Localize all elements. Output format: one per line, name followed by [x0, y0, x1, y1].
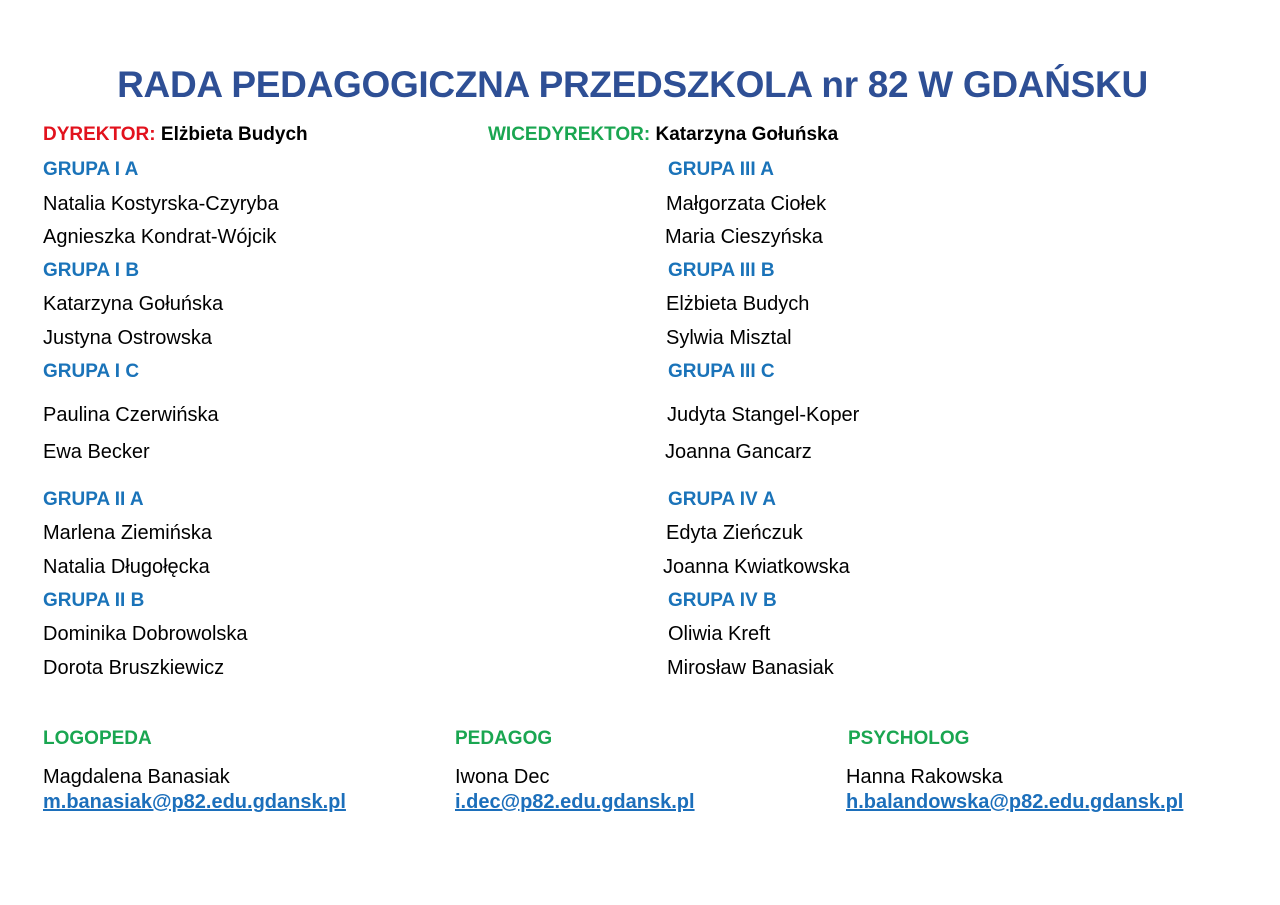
member-name: Ewa Becker — [43, 441, 150, 463]
vice-director-label: WICEDYREKTOR: — [488, 124, 651, 145]
vice-director-name: Katarzyna Gołuńska — [655, 124, 839, 145]
member-name: Paulina Czerwińska — [43, 404, 219, 426]
member-name: Maria Cieszyńska — [665, 226, 823, 248]
member-name: Judyta Stangel-Koper — [667, 404, 860, 426]
member-name: Dominika Dobrowolska — [43, 623, 248, 645]
member-name: Sylwia Misztal — [666, 327, 792, 349]
member-name: Agnieszka Kondrat-Wójcik — [43, 226, 277, 248]
member-name: Justyna Ostrowska — [43, 327, 212, 349]
group-heading: GRUPA I B — [43, 260, 140, 281]
specialist-logopeda-name: Magdalena Banasiak — [43, 766, 230, 788]
member-name: Natalia Długołęcka — [43, 556, 210, 578]
member-name: Dorota Bruszkiewicz — [43, 657, 225, 679]
group-heading: GRUPA IV B — [668, 590, 777, 611]
group-heading: GRUPA I C — [43, 361, 140, 382]
specialist-pedagog-name: Iwona Dec — [455, 766, 550, 788]
group-heading: GRUPA II B — [43, 590, 145, 611]
group-heading: GRUPA II A — [43, 489, 144, 510]
specialist-pedagog-label: PEDAGOG — [455, 728, 553, 749]
group-heading: GRUPA I A — [43, 159, 139, 180]
member-name: Katarzyna Gołuńska — [43, 293, 224, 315]
member-name: Oliwia Kreft — [668, 623, 771, 645]
group-heading: GRUPA III C — [668, 361, 775, 382]
specialist-psycholog-name: Hanna Rakowska — [846, 766, 1003, 788]
director-label: DYREKTOR: — [43, 124, 156, 145]
director-line — [43, 124, 308, 146]
specialist-psycholog-label: PSYCHOLOG — [848, 728, 970, 749]
group-heading: GRUPA IV A — [668, 489, 777, 510]
member-name: Edyta Zieńczuk — [666, 522, 803, 544]
page-title: RADA PEDAGOGICZNA PRZEDSZKOLA nr 82 W GDAŃSKU — [117, 64, 1148, 105]
member-name: Małgorzata Ciołek — [666, 193, 827, 215]
member-name: Joanna Gancarz — [665, 441, 812, 463]
director-name: Elżbieta Budych — [160, 124, 308, 145]
group-heading: GRUPA III B — [668, 260, 775, 281]
member-name: Joanna Kwiatkowska — [663, 556, 850, 578]
member-name: Marlena Ziemińska — [43, 522, 212, 544]
vice-director-line — [488, 124, 838, 146]
specialist-logopeda-label: LOGOPEDA — [43, 728, 152, 749]
member-name: Mirosław Banasiak — [667, 657, 834, 679]
specialist-logopeda-email-link[interactable]: m.banasiak@p82.edu.gdansk.pl — [43, 791, 346, 813]
member-name: Elżbieta Budych — [666, 293, 810, 315]
member-name: Natalia Kostyrska-Czyryba — [43, 193, 279, 215]
specialist-psycholog-email-link[interactable]: h.balandowska@p82.edu.gdansk.pl — [846, 791, 1184, 813]
specialist-pedagog-email-link[interactable]: i.dec@p82.edu.gdansk.pl — [455, 791, 695, 813]
group-heading: GRUPA III A — [668, 159, 774, 180]
